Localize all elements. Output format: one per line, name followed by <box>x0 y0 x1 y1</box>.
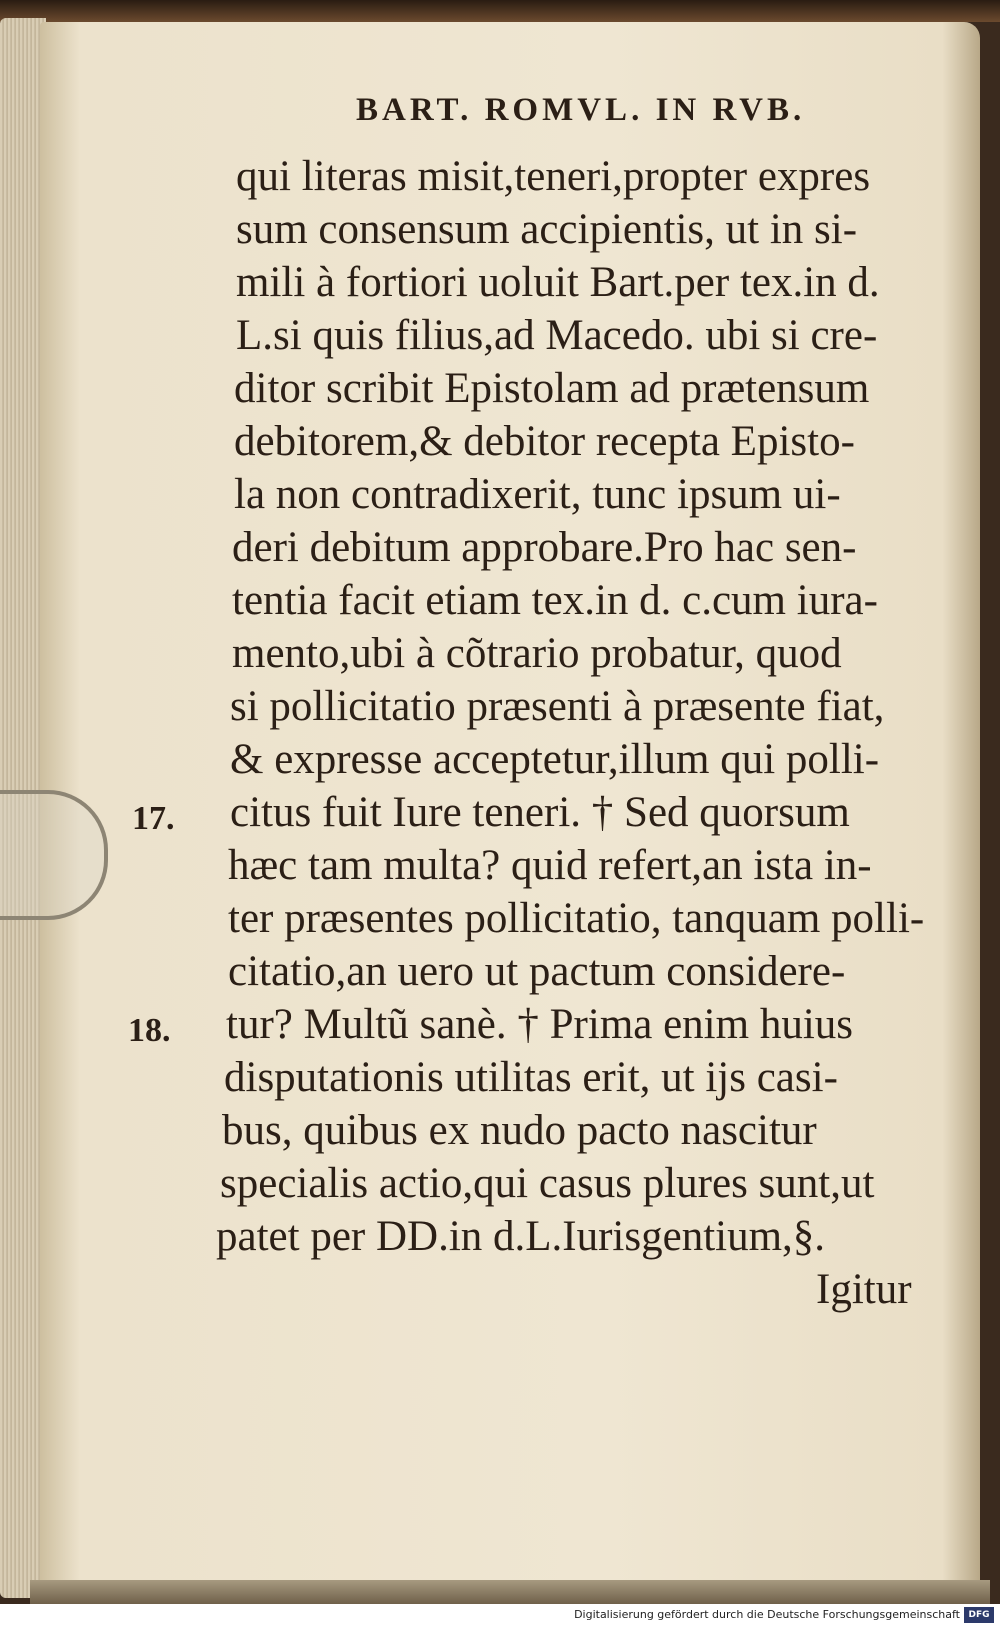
footer-bar <box>0 1604 1000 1628</box>
text-line: si pollicitatio præsenti à præsente fiat, <box>230 683 885 730</box>
funding-credit: Digitalisierung gefördert durch die Deutsche Forschungsgemeinschaft <box>574 1608 960 1621</box>
page-clip <box>0 790 108 920</box>
marginal-number: 18. <box>128 1012 171 1049</box>
text-line: citatio,an uero ut pactum considere- <box>228 948 846 995</box>
catchword: Igitur <box>816 1266 912 1313</box>
text-line: mento,ubi à cõtrario probatur, quod <box>232 630 842 677</box>
text-line: citus fuit Iure teneri. † Sed quorsum <box>230 789 850 836</box>
text-line: hæc tam multa? quid refert,an ista in- <box>228 842 872 889</box>
text-line: tentia facit etiam tex.in d. c.cum iura- <box>232 577 878 624</box>
text-line: sum consensum accipientis, ut in si- <box>236 206 858 253</box>
running-head: BART. ROMVL. IN RVB. <box>356 92 806 128</box>
page-bottom-edge <box>30 1580 990 1604</box>
text-line: L.si quis filius,ad Macedo. ubi si cre- <box>236 312 878 359</box>
text-line: la non contradixerit, tunc ipsum ui- <box>234 471 841 518</box>
text-line: deri debitum approbare.Pro hac sen- <box>232 524 857 571</box>
text-line: qui literas misit,teneri,propter expres <box>236 153 871 200</box>
text-line: tur? Multũ sanè. † Prima enim huius <box>226 1001 854 1048</box>
dfg-logo: DFG <box>964 1607 994 1623</box>
text-line: mili à fortiori uoluit Bart.per tex.in d. <box>236 259 880 306</box>
text-line: patet per DD.in d.L.Iurisgentium,§. <box>216 1213 826 1260</box>
text-line: ter præsentes pollicitatio, tanquam polli- <box>228 895 925 942</box>
text-line: & expresse acceptetur,illum qui polli- <box>230 736 880 783</box>
book-cover-edge <box>0 0 1000 22</box>
text-line: debitorem,& debitor recepta Episto- <box>234 418 855 465</box>
text-line: bus, quibus ex nudo pacto nascitur <box>222 1107 817 1154</box>
marginal-number: 17. <box>132 800 175 837</box>
text-line: ditor scribit Epistolam ad prætensum <box>234 365 870 412</box>
text-line: specialis actio,qui casus plures sunt,ut <box>220 1160 875 1207</box>
text-line: disputationis utilitas erit, ut ijs casi- <box>224 1054 838 1101</box>
